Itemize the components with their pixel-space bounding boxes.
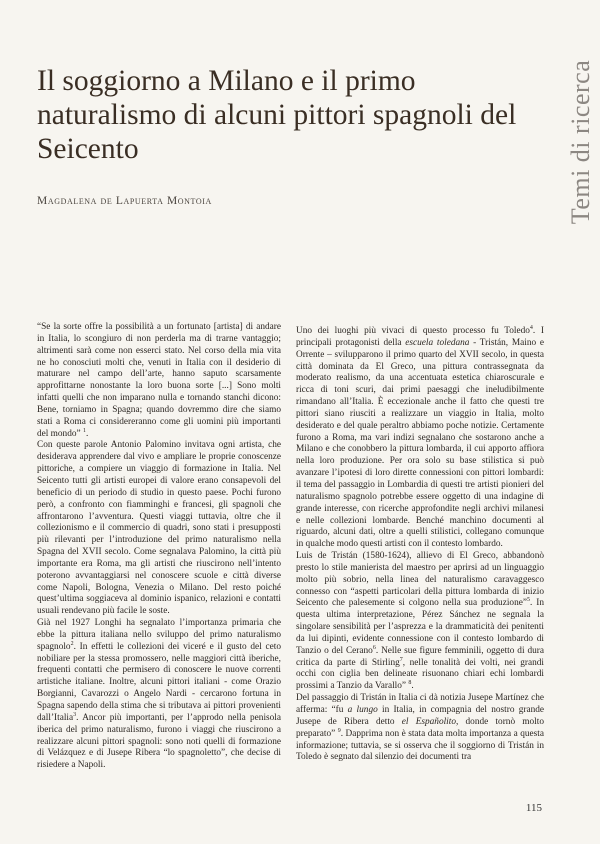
- body-paragraph: [296, 326, 544, 551]
- text-run: Del passaggio di Tristán in Italia ci dà notizia Jusepe Martínez che afferma: “fu: [296, 693, 544, 715]
- footnote-ref: 8: [408, 680, 412, 687]
- text-run: .: [411, 681, 414, 692]
- footnote-ref: 7: [399, 656, 403, 663]
- body-paragraph: [296, 551, 544, 693]
- footnote-ref: 2: [70, 640, 74, 647]
- body-paragraph: [296, 693, 544, 764]
- left-column: [37, 322, 281, 772]
- footnote-ref: 1: [82, 427, 86, 434]
- footnote-ref: 5: [526, 597, 530, 604]
- text-run: , donde tornò molto preparato”: [296, 716, 544, 739]
- italic-text: escuela toledana: [405, 337, 470, 348]
- footnote-ref: 6: [372, 644, 376, 651]
- right-column: [296, 326, 544, 764]
- italic-text: el Españolito: [401, 716, 456, 727]
- text-run: . In questa ultima interpretazione, Pérez Sánchez ne segnala la singolare sensibilità per l’asprezza e la drammaticità dei penitenti da lui dipinti, evidente connessione con il contesto lombardo di Tanzio o del Cerano: [296, 598, 544, 656]
- body-paragraph: [37, 618, 281, 772]
- page-number: 115: [525, 802, 542, 814]
- text-run: .: [85, 428, 89, 439]
- text-run: - Tristán, Maino e Orrente – svilupparono il primo quarto del XVII secolo, in questa città dominata da El Greco, una pittura contrassegnata da moderato realismo, da una accentuata estetica chiaroscurale e ricca di toni scuri, dai primi paesaggi che ineludibilmente rimandano all’Italia. È eccezionale anche il fatto che questi tre pittori siano riusciti a realizzare un viaggio in Italia, molto desiderato e del quale peraltro abbiamo poche notizie. Certamente furono a Roma, ma vari indizi segnalano che sostarono anche a Milano e che conobbero la pittura lombarda, il cui apporto affiora nella loro produzione. Per ora solo su base stilistica si può avanzare l’ipotesi di loro dirette connessioni con pittori lombardi: il tema del passaggio in Lombardia di questi tre artisti pionieri del naturalismo spagnolo potrebbe essere oggetto di una indagine di grande interesse, con ricerche approfondite negli archivi milanesi e nelle collezioni lombarde. Benché manchino documenti al riguardo, alcuni dati, oltre a quelli stilistici, collegano comunque in qualche modo questi artisti con il contesto lombardo.: [296, 337, 544, 550]
- section-label: [566, 59, 596, 225]
- footnote-ref: 9: [337, 727, 341, 734]
- body-paragraph: [37, 440, 281, 618]
- italic-text: a lungo: [347, 705, 378, 715]
- text-run: . Ancor più importanti, per l’approdo nella penisola iberica del primo naturalismo, furono i viaggi che riuscirono a realizzare alcuni pittori spagnoli: sono noti quelli di formazione di Velázquez e di Jusepe Ribera “lo spagnoletto”, che decise di risiedere a Napoli.: [37, 712, 281, 771]
- text-run: . Dapprima non è stata data molta importanza a questa informazione; tuttavia, se si osserva che il soggiorno di Tristán in Toledo è segnato dal silenzio dei documenti tra: [296, 728, 544, 763]
- text-run: . In effetti le collezioni dei viceré e il gusto del ceto nobiliare per la stessa promossero, nelle maggiori città iberiche, frequenti contatti che permisero di conoscere le nuove correnti artistiche italiane. Inoltre, alcuni pittori italiani - come Orazio Borgianni, Cavarozzi o Angelo Nardi - cercarono fortuna in Spagna sapendo della stima che si tributava ai pittori provenienti dall’Italia: [37, 641, 281, 723]
- footnote-ref: 4: [529, 324, 533, 331]
- text-run: “Se la sorte offre la possibilità a un fortunato [artista] di andare in Italia, lo scongiuro di non perderla ma di trarne vantaggio; altrimenti sarà come non esserci stato. Nel corso della mia vita ne ho conosciuti molti che, venuti in Italia con il desiderio di maturare nel campo dell’arte, hanno saputo scarsamente approfittarne nonostante la loro buona sorte [...] Sono molti infatti quelli che non imparano nulla e tornando stanchi dicono: Bene, torniamo in Spagna; quando dovremmo dire che siamo stati a Roma ci considereranno come gli uomini più importanti del mondo”: [37, 322, 281, 439]
- text-run: , nelle tonalità dei volti, nei grandi occhi con ciglia ben delineate risuonano chiari echi lombardi prossimi a Tanzio da Varallo”: [296, 657, 544, 692]
- text-run: Già nel 1927 Longhi ha segnalato l’importanza primaria che ebbe la pittura italiana nello sviluppo del primo naturalismo spagnolo: [37, 618, 281, 652]
- text-run: . I principali protagonisti della: [296, 326, 544, 348]
- article-title: Il soggiorno a Milano e il primo naturalismo di alcuni pittori spagnoli del Seicento: [37, 65, 517, 165]
- body-paragraph: [37, 322, 281, 440]
- text-run: Luis de Tristán (1580-1624), allievo di El Greco, abbandonò presto lo stile manierista del maestro per aprirsi ad un linguaggio molto più sobrio, nella linea del naturalismo caravaggesco connesso con “aspetti particolari della pittura lombarda di inizio Seicento che palesemente si colgono nella sua produzione”: [296, 551, 544, 609]
- section-label-text: Temi di ricerca: [566, 59, 596, 225]
- text-run: Uno dei luoghi più vivaci di questo processo fu Toledo: [296, 326, 530, 336]
- text-run: Con queste parole Antonio Palomino invitava ogni artista, che desiderava apprendere dal vivo e ampliare le proprie conoscenze pittoriche, a compiere un viaggio di formazione in Italia. Nel Seicento tutti gli artisti europei di valore erano consapevoli del beneficio di un periodo di studio in questo paese. Pochi furono però, a confronto con fiamminghi e francesi, gli spagnoli che affrontarono l’avventura. Questi viaggi tuttavia, oltre che il collezionismo e il commercio di quadri, sono stati i presupposti più rilevanti per l’introduzione del primo naturalismo nella Spagna del XVII secolo. Come segnalava Palomino, la città più importante era Roma, ma gli artisti che riuscirono nell’intento poterono avvantaggiarsi nel conoscere scuole e città diverse come Napoli, Bologna, Venezia o Milano. Del resto poiché quest’ultima soggiaceva al dominio ispanico, relazioni e contatti usuali rendevano più facile le soste.: [37, 440, 281, 617]
- text-run: in Italia, in compagnia del nostro grande Jusepe de Ribera detto: [296, 705, 544, 727]
- author-name: Magdalena de Lapuerta Montoia: [37, 195, 212, 207]
- text-run: . Nelle sue figure femminili, oggetto di dura critica da parte di Stirling: [296, 645, 544, 668]
- footnote-ref: 3: [73, 711, 77, 718]
